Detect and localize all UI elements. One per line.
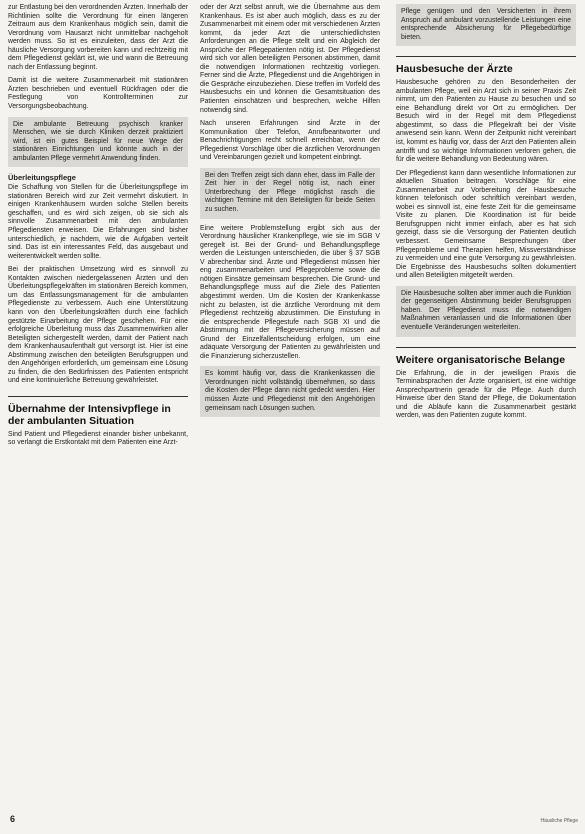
paragraph: Eine weitere Problemstellung ergibt sich aus der Verordnung häuslicher Krankenpflege, wie sie im SGB V geregelt ist. Bei der Grund- und Behandlungspflege werden die Leistungen unterschieden, die über § 37 SGB V abrechenbar sind. Ärzte und Pflegedienst müssen hier eng zusammenarbeiten und Pflegeprobleme sowie die nötigen Einsätze gemeinsam besprechen. Die Grund- und Behandlungspflege muss auf die Ziele des Patienten abgestimmt werden. Um die Kosten der Krankenkasse nicht zu belasten, ist die ärztliche Verordnung mit dem Pflegedienst rechtzeitig abzustimmen. Die Einstufung in die entsprechende Pflegestufe nach SGB XI und die Abstimmung mit der Pflegeversicherung müssen auf Grund der Einzelfallentscheidung erfolgen, um eine adäquate Versorgung der Patienten zu gewährleisten und die Finanzierung sicherzustellen. [200, 224, 380, 360]
highlight-text: Die Hausbesuche sollten aber immer auch die Funktion der gegenseitigen Abstimmung beider Berufsgruppen haben. Der Pflegedienst muss die notwendigen Maßnahmen veranlassen und die Informationen über eventuelle Veränderungen weiterleiten. [401, 289, 571, 331]
column-right [396, 4, 576, 426]
highlight-text: Bei den Treffen zeigt sich dann eher, dass im Falle der Zeit hier in der Regel nötig ist, nach einer Unterbrechung der Pflege möglichst rasch die wichtigen Termine mit den Beteiligten für beide Seiten zu suchen. [205, 171, 375, 214]
highlight-box [200, 366, 380, 417]
highlight-text: Es kommt häufig vor, dass die Krankenkassen die Verordnungen nicht vollständig übernehmen, so dass die Kosten der Pflege dann nicht gedeckt werden. Hier müssen Ärzte und Pflegedienst mit den Angehörigen gemeinsam nach Lösungen suchen. [205, 370, 375, 412]
divider [396, 56, 576, 57]
column-middle [200, 4, 380, 423]
section-heading: Übernahme der Intensivpflege in der ambulanten Situation [8, 402, 171, 427]
section-heading: Weitere organisatorische Belange [396, 353, 566, 366]
subheading: Überleitungspflege [8, 173, 76, 183]
divider [396, 347, 576, 348]
section-heading: Hausbesuche der Ärzte [396, 63, 513, 76]
highlight-box [396, 4, 576, 46]
paragraph: Nach unseren Erfahrungen sind Ärzte in der Kommunikation über Telefon, Anrufbeantworter und Benachrichtigungen recht schnell erreichbar, wenn der Pflegedienst Vorschläge über die ärztlichen Verordnungen und Vereinbarungen gezielt und kompetent einbringt. [200, 120, 380, 162]
journal-footer: Häusliche Pflege [540, 818, 578, 824]
paragraph: Sind Patient und Pflegedienst einander bisher unbekannt, so verlangt die Erstkontakt mit dem Patienten eine Arzt- [8, 430, 188, 447]
highlight-box [8, 117, 188, 168]
paragraph: zur Entlastung bei den verordnenden Ärzten. Innerhalb der Richtlinien sollte die Verordnung für einen längeren Zeitraum aus dem Krankenhaus möglich sein, damit die Verordnung vom Hausarzt nicht unmittelbar nachgeholt werden muss. So ist es einzuleiten, dass der Arzt die häusliche Versorgung vorbereiten kann und rechtzeitig mit dem Pflegedienst geklärt ist, wie und wann die Betreuung nach der Entlassung beginnt. [8, 4, 188, 71]
paragraph: Die Erfahrung, die in der jeweiligen Praxis die Terminabsprachen der Ärzte organisiert, ist eine wichtige Ansprechpartnerin gerade für die Pflege. Auch durch Hinweise über den Stand der Pflege, die Dokumentation und die Abläufe kann die Zusammenarbeit gestärkt werden, was den Patienten zugute kommt. [396, 369, 576, 420]
paragraph: Die Schaffung von Stellen für die Überleitungspflege im stationären Bereich wird zur Zeit vermehrt diskutiert. In einigen Krankenhäusern wurden solche Stellen bereits geschaffen, und es wird sich zeigen, ob sie sich als sinnvolle Zusammenarbeit mit den ambulanten Pflegediensten erweisen. Die Erfahrungen sind bisher unterschiedlich, je nachdem, wie die Aufgaben verteilt sind. Das ist ein interessantes Feld, das ausgebaut und weiterentwickelt werden sollte. [8, 184, 188, 260]
column-left [8, 4, 188, 453]
page-number: 6 [10, 814, 16, 824]
highlight-box [396, 286, 576, 337]
highlight-text: Die ambulante Betreuung psychisch kranker Menschen, wie sie durch Kliniken derzeit praktiziert wird, ist ein gutes Beispiel für neue Wege der stationären Einrichtungen und könnte auch in der ambulanten Pflege vermehrt Anwendung finden. [13, 120, 183, 162]
paragraph: oder der Arzt selbst anruft, wie die Übernahme aus dem Krankenhaus. Es ist aber auch möglich, dass es zu der Zusammenarbeit mit einem oder mit verschiedenen Ärzten kommt, da jeder Arzt die unterschiedlichsten Anforderungen an die Pflege stellt und ein Abgleich der Ansprüche der Pflegepatienten nötig ist. Der Pflegedienst wird sich vor allen beteiligten Personen abstimmen, damit die notwendigen Informationen rechtzeitig vorliegen. Ferner sind die Ärzte, Pflegedienst und die Angehörigen in die Gespräche einzubeziehen. Diese treffen im Vorfeld des Hausbesuchs ein und können die Gesamtsituation des Patienten einschätzen und besprechen, welche Hilfen notwendig sind. [200, 4, 380, 114]
divider [8, 396, 188, 397]
highlight-box [200, 168, 380, 219]
highlight-text: Pflege genügen und den Versicherten in ihrem Anspruch auf ambulant vorzustellende Leistungen eine entsprechende Absicherung für Pflegebedürftige bieten. [401, 8, 571, 41]
paragraph: Damit ist die weitere Zusammenarbeit mit stationären Ärzten beschrieben und eventuell Rückfragen oder die Festlegung von Kontrollterminen zur Versorgungsbeobachtung. [8, 77, 188, 111]
paragraph: Bei der praktischen Umsetzung wird es sinnvoll zu Kontakten zwischen niedergelassenen Ärzten und den Überleitungspflegekräften im stationären Bereich kommen, um das Entlassungsmanagement für die ambulanten Pflegedienste zu verbessern. Auch eine Unterstützung kann von den Überleitungskräften durch eine fachlich gestützte Einarbeitung der Pflege geschehen. Für eine erfolgreiche Überleitung muss das Zusammenwirken aller Beteiligten sichergestellt werden, damit der Patient nach dem Krankenhausaufenthalt gut versorgt ist. Hier ist eine Abstimmung zwischen den beteiligten Berufsgruppen und den Angehörigen erforderlich, um gemeinsam eine Lösung zu finden, die den Bedürfnissen des Patienten entspricht und eine kontinuierliche Betreuung gewährleistet. [8, 266, 188, 385]
paragraph: Der Pflegedienst kann dann wesentliche Informationen zur aktuellen Situation beitragen. Vorschläge für eine Zusammenarbeit zur Vorbereitung der Hausbesuche können telefonisch oder schriftlich vereinbart werden, wobei es sinnvoll ist, eine feste Zeit für die gemeinsame Visite zu planen. Die Koordination ist für beide Berufsgruppen nicht immer einfach, aber es hat sich gezeigt, dass sie die Versorgung der Patienten deutlich verbessert. Gemeinsame Besprechungen über Pflegeprobleme und Therapien helfen, Missverständnisse zu vermeiden und eine gute Versorgung zu gewährleisten. Die Ergebnisse des Hausbesuchs sollten dokumentiert und allen Beteiligten mitgeteilt werden. [396, 169, 576, 280]
paragraph: Hausbesuche gehören zu den Besonderheiten der ambulanten Pflege, weil ein Arzt sich in seiner Praxis Zeit nimmt, um den Patienten zu Hause zu besuchen und so eine Behandlung direkt vor Ort zu ermöglichen. Der Besuch wird in der Regel mit dem Pflegedienst abgestimmt, so dass die Pflegekraft bei der Visite anwesend sein kann. Wenn der Zeitpunkt nicht vereinbart ist, kommt es häufig vor, dass der Arzt den Patienten allein antrifft und so wichtige Informationen verloren gehen, die für die weitere Behandlung von Bedeutung wären. [396, 79, 576, 164]
